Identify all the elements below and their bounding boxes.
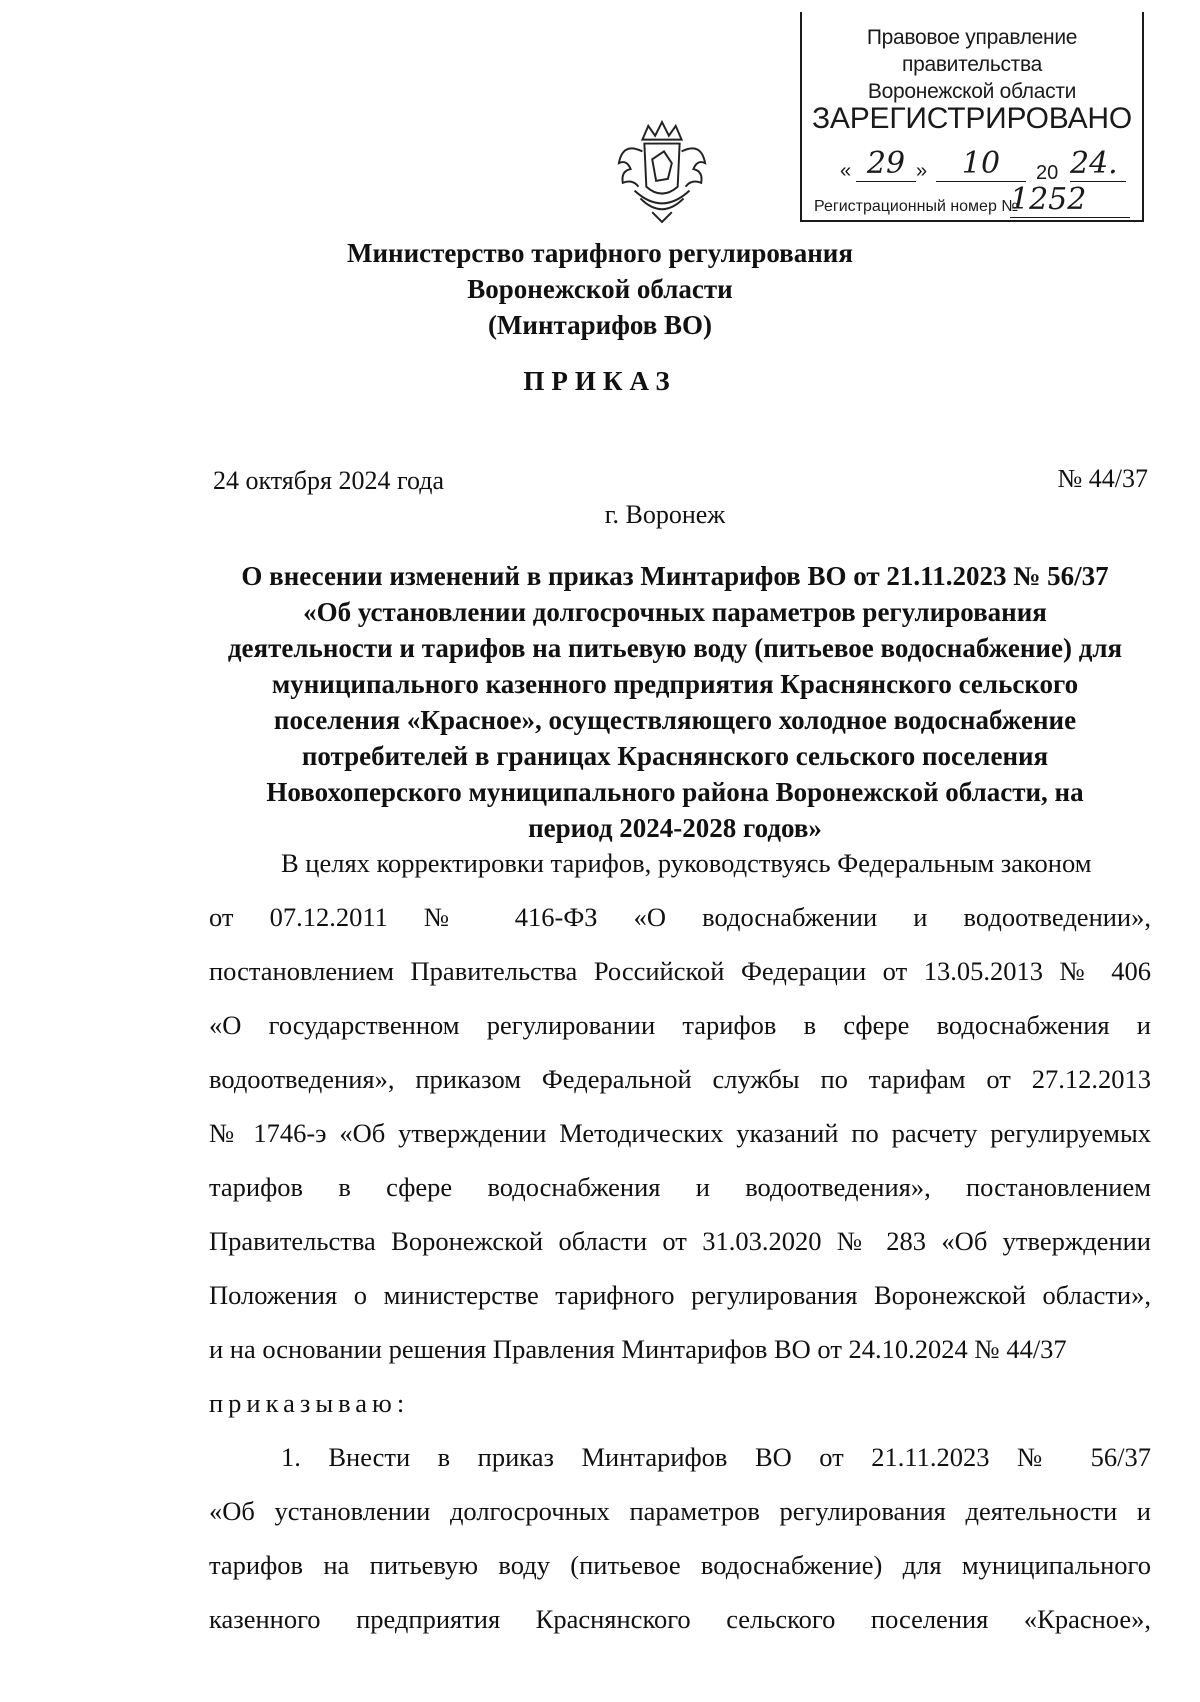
title-line: поселения «Красное», осуществляющего холодное водоснабжение: [273, 705, 1077, 735]
body-line: и на основании решения Правления Минтарифов ВО от 24.10.2024 № 44/37: [209, 1334, 1067, 1364]
stamp-registration-row: [814, 182, 1087, 217]
body-line: № 1746-э «Об утверждении Методических указаний по расчету регулируемых: [209, 1118, 1151, 1148]
body-line: казенного предприятия Краснянского сельского поселения «Красное»,: [209, 1604, 1151, 1634]
title-line: муниципального казенного предприятия Краснянского сельского: [271, 669, 1079, 699]
stamp-month: 10: [936, 146, 1026, 182]
body-line: В целях корректировки тарифов, руководствуясь Федеральным законом: [281, 848, 1092, 878]
ministry-line3: (Минтарифов ВО): [487, 310, 713, 340]
title-line: период 2024-2028 годов»: [528, 813, 822, 843]
body-line: тарифов в сфере водоснабжения и водоотведения», постановлением: [209, 1172, 1151, 1202]
body-line: Положения о министерстве тарифного регулирования Воронежской области»,: [209, 1280, 1151, 1310]
ministry-name: [0, 235, 1200, 343]
document-type: ПРИКАЗ: [523, 366, 677, 396]
stamp-org-line1: Правовое управление правительства: [866, 26, 1078, 76]
coat-of-arms-icon: [613, 118, 711, 226]
body-line: водоотведения», приказом Федеральной службы по тарифам от 27.12.2013: [209, 1064, 1151, 1094]
body-line: «О государственном регулировании тарифов в сфере водоснабжения и: [209, 1010, 1151, 1040]
order-date: 24 октября 2024 года: [213, 466, 444, 495]
ministry-line1: Министерство тарифного регулирования: [347, 238, 853, 268]
title-line: деятельности и тарифов на питьевую воду (питьевое водоснабжение) для: [227, 633, 1123, 663]
title-line: Новохоперского муниципального района Воронежской области, на: [266, 777, 1084, 807]
body-line-order-word: приказываю:: [209, 1388, 410, 1418]
order-number: № 44/37: [1057, 464, 1148, 493]
body-line: тарифов на питьевую воду (питьевое водоснабжение) для муниципального: [209, 1550, 1151, 1580]
body-line: 1. Внести в приказ Минтарифов ВО от 21.11.2023 № 56/37: [281, 1442, 1151, 1472]
body-line: «Об установлении долгосрочных параметров регулирования деятельности и: [209, 1496, 1151, 1526]
title-line: потребителей в границах Краснянского сельского поселения: [301, 741, 1049, 771]
registration-stamp: [800, 12, 1144, 222]
body-line: постановлением Правительства Российской Федерации от 13.05.2013 № 406: [209, 956, 1151, 986]
stamp-quote-close: »: [916, 160, 928, 182]
stamp-year-prefix: 20: [1036, 162, 1059, 184]
order-title: [200, 558, 1150, 846]
stamp-reg-label: Регистрационный номер №: [814, 198, 1019, 215]
title-line: О внесении изменений в приказ Минтарифов ВО от 21.11.2023 № 56/37: [241, 561, 1109, 591]
stamp-status: ЗАРЕГИСТРИРОВАНО: [811, 102, 1133, 135]
body-line: от 07.12.2011 № 416-ФЗ «О водоснабжении и водоотведении»,: [209, 902, 1151, 932]
stamp-quote-open: «: [840, 160, 852, 182]
stamp-org-line2: Воронежской области: [867, 80, 1077, 103]
stamp-year-suffix: 24.: [1070, 146, 1126, 182]
stamp-reg-number: 1252: [1010, 182, 1130, 218]
ministry-line2: Воронежской области: [467, 274, 733, 304]
stamp-day: 29: [856, 146, 916, 182]
body-line: Правительства Воронежской области от 31.03.2020 № 283 «Об утверждении: [209, 1226, 1151, 1256]
title-line: «Об установлении долгосрочных параметров регулирования: [303, 597, 1047, 627]
stamp-organization: [802, 24, 1142, 105]
order-city: г. Воронеж: [604, 500, 726, 529]
